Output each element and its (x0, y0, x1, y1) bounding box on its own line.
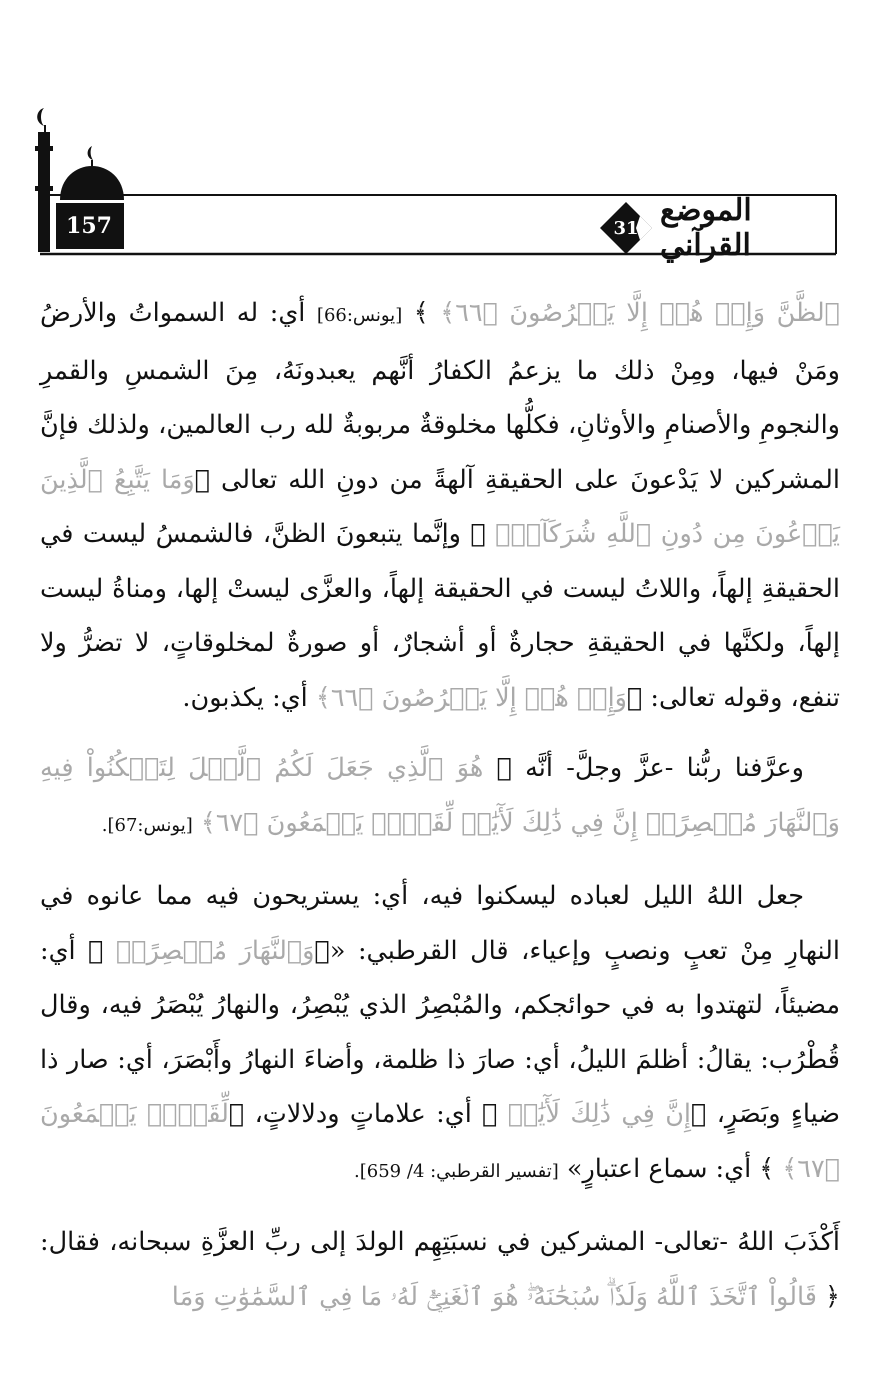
quran-verse: قَالُواْ ٱتَّخَذَ ٱللَّهُ وَلَدٗاۗ سُبۡحَٰنَهُۥۖ هُوَ ٱلۡغَنِيُّۖ لَهُۥ مَا فِي ٱلسَّمَٰوَٰتِ وَمَا (171, 1281, 817, 1312)
body-text: أي: يكذبون. (182, 682, 316, 713)
body-text (193, 808, 201, 838)
quran-verse: إِنَّ فِي ذَٰلِكَ لَأٓيَٰتٖ (507, 1099, 692, 1129)
page-header (0, 0, 874, 280)
citation: [يونس:67]. (101, 814, 193, 836)
paragraph (40, 869, 840, 1199)
body-text: ﴿ (483, 753, 512, 783)
body-text: أي: له السمواتُ والأرضُ ومَنْ فيها، ومِنْ ذلك ما يزعمُ الكفارُ أنَّهم يعبدونَهُ، مِنَ الشمسِ والقمرِ والنجومِ والأصنامِ والأوثانِ، فكلُّها مخلوقةٌ مربوبةٌ لله رب العالمين، ولذلك فإنَّ المشركين لا يَدْعونَ على الحقيقةِ آلهةً من دونِ الله تعالى (40, 298, 841, 495)
body-text: ﴾ أي: علاماتٍ ودلالاتٍ، (244, 1099, 508, 1129)
body-text: ﴾ (402, 298, 429, 328)
page-number: 157 (66, 213, 112, 239)
paragraph (40, 286, 840, 725)
body-text: ﴿ (816, 1281, 840, 1312)
body-text: ﴿ (626, 682, 643, 713)
quran-verse: وَإِنۡ هُمۡ إِلَّا يَخۡرُصُونَ ﴿٦٦﴾ (315, 682, 627, 713)
body-text: أَكْذَبَ اللهُ -تعالى- المشركين في نسبَتِهِم الولدَ إلى ربِّ العزَّةِ سبحانه، فقال: (40, 1227, 840, 1257)
quran-verse: وَمَا يَتَّبِعُ ٱلَّذِينَ يَدۡعُونَ مِن دُونِ ٱللَّهِ شُرَكَآءَۚ (40, 464, 840, 549)
quran-verse: لِّقَوۡمٖ يَسۡمَعُونَ ﴿٦٧﴾ (40, 1099, 840, 1184)
page-body (40, 286, 840, 1324)
citation: [يونس:66] (316, 305, 403, 326)
crescent-icon (37, 108, 44, 126)
body-text: جعل اللهُ الليل لعباده ليسكنوا فيه، أي: يستريحون فيه مما عانوه في النهارِ مِنْ تعبٍ ونصبٍ وإعياء، قال القرطبي: « (40, 881, 841, 966)
body-text: ﴾ (470, 519, 496, 549)
citation: [تفسير القرطبي: 4/ 659]. (354, 1160, 559, 1182)
body-text: ﴿ (228, 1099, 245, 1129)
body-text: ﴿ (691, 1099, 707, 1129)
paragraph (40, 741, 840, 853)
quran-verse: هُوَ ٱلَّذِي جَعَلَ لَكُمُ ٱلَّيۡلَ لِتَسۡكُنُواْ فِيهِ وَٱلنَّهَارَ مُبۡصِرًاۚ إِنَّ فِي ذَٰلِكَ لَأٓيَٰتٖ لِّقَوۡمٖ يَسۡمَعُونَ ﴿٦٧﴾ (40, 753, 840, 838)
body-text: ﴾ أي: مضيئاً، لتهتدوا به في حوائجكم، والمُبْصِرُ الذي يُبْصِرُ، والنهارُ يُبْصَرُ فيه، وقال قُطْرُب: يقالُ: أظلمَ الليلُ، أي: صارَ ذا ظلمة، وأضاءَ النهارُ وأَبْصَرَ، أي: صار ذا ضياءٍ وبَصَرٍ، (40, 935, 840, 1129)
body-text: وإنَّما يتبعونَ الظنَّ، فالشمسُ ليست في الحقيقةِ إلهاً، واللاتُ ليست في الحقيقة إلهاً، والعزَّى ليستْ إلها، ومناةُ ليست إلهاً، ولكنَّها في الحقيقةِ حجارةٌ أو أشجارٌ، أو صورةٌ لمخلوقاتٍ، لا تضرُّ ولا تنفع، وقوله تعالى: (40, 519, 840, 713)
body-text: ﴾ أي: سماع اعتبارٍ» (558, 1153, 783, 1184)
chapter-number: 31 (613, 217, 639, 239)
quran-verse: وَٱلنَّهَارَ مُبۡصِرًاۚ (116, 935, 315, 966)
chapter-title: الموضع القرآني (660, 193, 752, 263)
body-text: ﴿ (194, 464, 211, 495)
body-text: ﴿ (314, 935, 330, 966)
body-text: وعرَّفنا ربُّنا -عزَّ وجلَّ- أنَّه (511, 753, 804, 783)
paragraph (40, 1215, 840, 1324)
quran-verse: ٱلظَّنَّ وَإِنۡ هُمۡ إِلَّا يَخۡرُصُونَ ﴿٦٦﴾ (428, 298, 840, 328)
